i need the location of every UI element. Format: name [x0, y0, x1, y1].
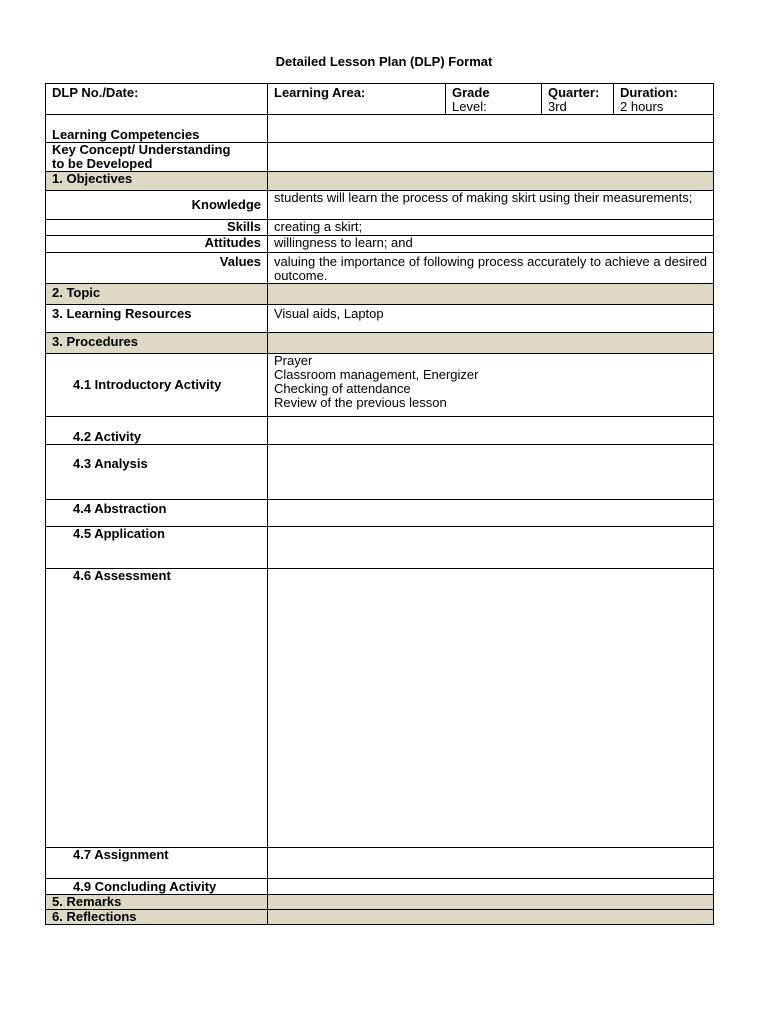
concluding-activity-value	[268, 879, 714, 895]
objectives-row	[46, 172, 714, 191]
intro-item: Classroom management, Energizer	[274, 367, 479, 382]
analysis-label: 4.3 Analysis	[46, 445, 268, 500]
key-concept-value	[268, 143, 714, 172]
procedures-label: 3. Procedures	[46, 333, 268, 354]
duration-value: 2 hours	[620, 99, 664, 114]
topic-label: 2. Topic	[46, 284, 268, 305]
intro-item: Checking of attendance	[274, 381, 411, 396]
reflections-value	[268, 910, 714, 925]
analysis-value	[268, 445, 714, 500]
learning-competencies-row	[46, 115, 714, 143]
learning-resources-label: 3. Learning Resources	[46, 305, 268, 333]
duration-label: Duration:	[620, 85, 678, 100]
intro-item: Review of the previous lesson	[274, 395, 447, 410]
remarks-row	[46, 895, 714, 910]
knowledge-label: Knowledge	[46, 191, 268, 220]
skills-row	[46, 220, 714, 236]
reflections-label: 6. Reflections	[46, 910, 268, 925]
reflections-row	[46, 910, 714, 925]
topic-row	[46, 284, 714, 305]
intro-activity-row	[46, 354, 714, 417]
level-label: Level:	[452, 99, 487, 114]
knowledge-row	[46, 191, 714, 220]
key-concept-label	[46, 143, 268, 172]
learning-area-label: Learning Area:	[268, 84, 446, 115]
learning-competencies-label: Learning Competencies	[46, 115, 268, 143]
skills-value: creating a skirt;	[268, 220, 714, 236]
assignment-value	[268, 848, 714, 879]
key-concept-line-2: to be Developed	[52, 156, 153, 171]
quarter-label: Quarter:	[548, 85, 600, 100]
intro-activity-value	[268, 354, 714, 417]
dlp-no-date-label: DLP No./Date:	[46, 84, 268, 115]
intro-activity-label: 4.1 Introductory Activity	[46, 354, 268, 417]
assignment-row	[46, 848, 714, 879]
skills-label: Skills	[46, 220, 268, 236]
abstraction-label: 4.4 Abstraction	[46, 500, 268, 527]
knowledge-value: students will learn the process of making skirt using their measurements;	[268, 191, 714, 220]
grade-level-cell	[446, 84, 542, 115]
analysis-row	[46, 445, 714, 500]
quarter-cell	[542, 84, 614, 115]
assessment-row	[46, 569, 714, 848]
attitudes-label: Attitudes	[46, 236, 268, 253]
values-row	[46, 253, 714, 284]
learning-resources-row	[46, 305, 714, 333]
key-concept-row	[46, 143, 714, 172]
objectives-label: 1. Objectives	[46, 172, 268, 191]
assignment-label: 4.7 Assignment	[46, 848, 268, 879]
lesson-plan-table	[45, 83, 714, 925]
values-value: valuing the importance of following process accurately to achieve a desired outcome.	[268, 253, 714, 284]
concluding-activity-row	[46, 879, 714, 895]
quarter-value: 3rd	[548, 99, 567, 114]
header-row	[46, 84, 714, 115]
concluding-activity-label: 4.9 Concluding Activity	[46, 879, 268, 895]
remarks-value	[268, 895, 714, 910]
activity-value	[268, 417, 714, 445]
attitudes-row	[46, 236, 714, 253]
topic-value	[268, 284, 714, 305]
key-concept-line-1: Key Concept/ Understanding	[52, 142, 231, 157]
remarks-label: 5. Remarks	[46, 895, 268, 910]
attitudes-value: willingness to learn; and	[268, 236, 714, 253]
learning-resources-value: Visual aids, Laptop	[268, 305, 714, 333]
activity-label: 4.2 Activity	[46, 417, 268, 445]
document-title: Detailed Lesson Plan (DLP) Format	[275, 54, 493, 69]
duration-cell	[614, 84, 714, 115]
intro-item: Prayer	[274, 353, 313, 368]
abstraction-row	[46, 500, 714, 527]
learning-competencies-value	[268, 115, 714, 143]
application-row	[46, 527, 714, 569]
procedures-row	[46, 333, 714, 354]
objectives-value	[268, 172, 714, 191]
activity-row	[46, 417, 714, 445]
abstraction-value	[268, 500, 714, 527]
grade-label: Grade	[452, 85, 490, 100]
assessment-label: 4.6 Assessment	[46, 569, 268, 848]
values-label: Values	[46, 253, 268, 284]
application-value	[268, 527, 714, 569]
assessment-value	[268, 569, 714, 848]
procedures-value	[268, 333, 714, 354]
application-label: 4.5 Application	[46, 527, 268, 569]
